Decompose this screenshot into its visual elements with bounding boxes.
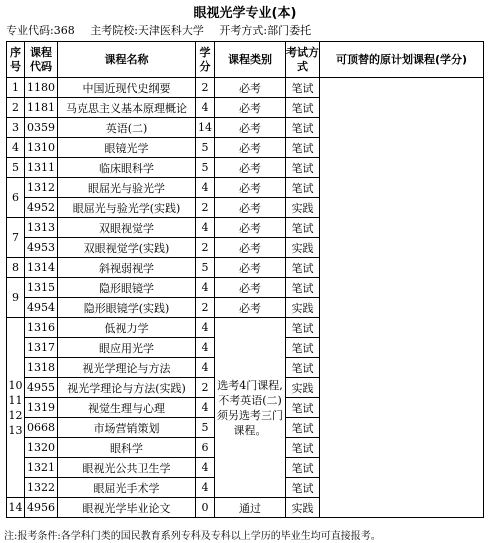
credit-cell: 2 — [196, 198, 215, 218]
credit-cell: 4 — [196, 358, 215, 378]
course-name-cell: 双眼视觉学 — [58, 218, 196, 238]
exam-cell: 实践 — [286, 238, 320, 258]
seq-cell: 1 — [7, 78, 25, 98]
code-cell: 1322 — [25, 478, 58, 498]
exam-cell: 笔试 — [286, 178, 320, 198]
credit-cell: 2 — [196, 298, 215, 318]
seq-cell: 5 — [7, 158, 25, 178]
code-cell: 1318 — [25, 358, 58, 378]
credit-cell: 4 — [196, 318, 215, 338]
code-cell: 0359 — [25, 118, 58, 138]
course-name-cell: 隐形眼镜学 — [58, 278, 196, 298]
credit-cell: 4 — [196, 458, 215, 478]
type-cell: 通过 — [215, 498, 286, 518]
course-name-cell: 中国近现代史纲要 — [58, 78, 196, 98]
seq-cell: 2 — [7, 98, 25, 118]
course-name-cell: 英语(二) — [58, 118, 196, 138]
major-meta — [6, 22, 323, 38]
exam-cell: 实践 — [286, 198, 320, 218]
code-cell: 1321 — [25, 458, 58, 478]
course-name-cell: 视光学理论与方法 — [58, 358, 196, 378]
credit-cell: 4 — [196, 178, 215, 198]
credit-cell: 4 — [196, 338, 215, 358]
course-name-cell: 眼应用光学 — [58, 338, 196, 358]
exam-cell: 实践 — [286, 378, 320, 398]
code-cell: 1313 — [25, 218, 58, 238]
exam-cell: 笔试 — [286, 358, 320, 378]
header-type: 课程类别 — [215, 42, 286, 78]
footnote: 注:报考条件:各学科门类的国民教育系列专科及专科以上学历的毕业生均可直接报考。 — [4, 531, 381, 542]
exam-cell: 笔试 — [286, 458, 320, 478]
code-cell: 1316 — [25, 318, 58, 338]
course-name-cell: 隐形眼镜学(实践) — [58, 298, 196, 318]
exam-cell: 笔试 — [286, 218, 320, 238]
exam-cell: 笔试 — [286, 98, 320, 118]
type-cell: 必考 — [215, 98, 286, 118]
seq-cell: 9 — [7, 278, 25, 318]
credit-cell: 2 — [196, 378, 215, 398]
seq-cell: 8 — [7, 258, 25, 278]
credit-cell: 0 — [196, 498, 215, 518]
header-credit: 学分 — [196, 42, 215, 78]
type-cell: 必考 — [215, 298, 286, 318]
exam-cell: 笔试 — [286, 78, 320, 98]
course-name-cell: 低视力学 — [58, 318, 196, 338]
type-cell: 必考 — [215, 158, 286, 178]
course-name-cell: 马克思主义基本原理概论 — [58, 98, 196, 118]
seq-cell: 3 — [7, 118, 25, 138]
exam-cell: 笔试 — [286, 278, 320, 298]
exam-cell: 实践 — [286, 498, 320, 518]
course-name-cell: 眼屈光与验光学 — [58, 178, 196, 198]
course-name-cell: 眼视光公共卫生学 — [58, 458, 196, 478]
code-cell: 1320 — [25, 438, 58, 458]
exam-cell: 笔试 — [286, 438, 320, 458]
code-cell: 4954 — [25, 298, 58, 318]
code-cell: 4956 — [25, 498, 58, 518]
type-cell: 必考 — [215, 78, 286, 98]
type-cell: 必考 — [215, 178, 286, 198]
code-cell: 1310 — [25, 138, 58, 158]
exam-cell: 实践 — [286, 298, 320, 318]
credit-cell: 4 — [196, 478, 215, 498]
seq-cell: 7 — [7, 218, 25, 258]
code-cell: 4952 — [25, 198, 58, 218]
credit-cell: 4 — [196, 98, 215, 118]
exam-cell: 笔试 — [286, 418, 320, 438]
major-code: 专业代码:368 — [6, 24, 75, 37]
credit-cell: 5 — [196, 158, 215, 178]
seq-cell: 6 — [7, 178, 25, 218]
table-header-row — [7, 42, 484, 78]
exam-cell: 笔试 — [286, 158, 320, 178]
code-cell: 1181 — [25, 98, 58, 118]
exam-cell: 笔试 — [286, 118, 320, 138]
code-cell: 1312 — [25, 178, 58, 198]
page-title: 眼视光学专业(本) — [193, 6, 297, 21]
course-name-cell: 斜视弱视学 — [58, 258, 196, 278]
elective-type-cell: 选考4门课程,不考英语(二)须另选考三门课程。 — [215, 318, 286, 498]
exam-cell: 笔试 — [286, 318, 320, 338]
credit-cell: 2 — [196, 238, 215, 258]
code-cell: 0668 — [25, 418, 58, 438]
course-name-cell: 眼科学 — [58, 438, 196, 458]
code-cell: 1180 — [25, 78, 58, 98]
header-exam: 考试方式 — [286, 42, 320, 78]
code-cell: 1314 — [25, 258, 58, 278]
course-name-cell: 眼屈光手术学 — [58, 478, 196, 498]
credit-cell: 4 — [196, 278, 215, 298]
code-cell: 4955 — [25, 378, 58, 398]
host-school: 主考院校:天津医科大学 — [90, 24, 204, 37]
type-cell: 必考 — [215, 238, 286, 258]
exam-cell: 笔试 — [286, 478, 320, 498]
type-cell: 必考 — [215, 218, 286, 238]
exam-cell: 笔试 — [286, 398, 320, 418]
replace-cell — [320, 78, 484, 518]
type-cell: 必考 — [215, 198, 286, 218]
exam-cell: 笔试 — [286, 138, 320, 158]
type-cell: 必考 — [215, 138, 286, 158]
table-row — [7, 78, 484, 98]
code-cell: 1315 — [25, 278, 58, 298]
course-name-cell: 双眼视觉学(实践) — [58, 238, 196, 258]
header-name: 课程名称 — [58, 42, 196, 78]
header-replace: 可顶替的原计划课程(学分) — [320, 42, 484, 78]
credit-cell: 4 — [196, 218, 215, 238]
course-name-cell: 眼镜光学 — [58, 138, 196, 158]
code-cell: 1317 — [25, 338, 58, 358]
course-name-cell: 视觉生理与心理 — [58, 398, 196, 418]
course-name-cell: 市场营销策划 — [58, 418, 196, 438]
course-name-cell: 眼视光学毕业论文 — [58, 498, 196, 518]
credit-cell: 4 — [196, 398, 215, 418]
credit-cell: 5 — [196, 258, 215, 278]
type-cell: 必考 — [215, 258, 286, 278]
credit-cell: 5 — [196, 138, 215, 158]
code-cell: 1311 — [25, 158, 58, 178]
course-name-cell: 视光学理论与方法(实践) — [58, 378, 196, 398]
credit-cell: 14 — [196, 118, 215, 138]
code-cell: 4953 — [25, 238, 58, 258]
seq-cell: 4 — [7, 138, 25, 158]
exam-cell: 笔试 — [286, 338, 320, 358]
course-table — [6, 41, 484, 518]
credit-cell: 2 — [196, 78, 215, 98]
header-seq: 序号 — [7, 42, 25, 78]
course-name-cell: 眼屈光与验光学(实践) — [58, 198, 196, 218]
exam-cell: 笔试 — [286, 258, 320, 278]
seq-cell: 14 — [7, 498, 25, 518]
credit-cell: 6 — [196, 438, 215, 458]
elective-seq-cell: 10 11 12 13 — [7, 318, 25, 498]
exam-mode: 开考方式:部门委托 — [219, 24, 312, 37]
header-code: 课程代码 — [25, 42, 58, 78]
type-cell: 必考 — [215, 278, 286, 298]
type-cell: 必考 — [215, 118, 286, 138]
code-cell: 1319 — [25, 398, 58, 418]
credit-cell: 5 — [196, 418, 215, 438]
course-name-cell: 临床眼科学 — [58, 158, 196, 178]
